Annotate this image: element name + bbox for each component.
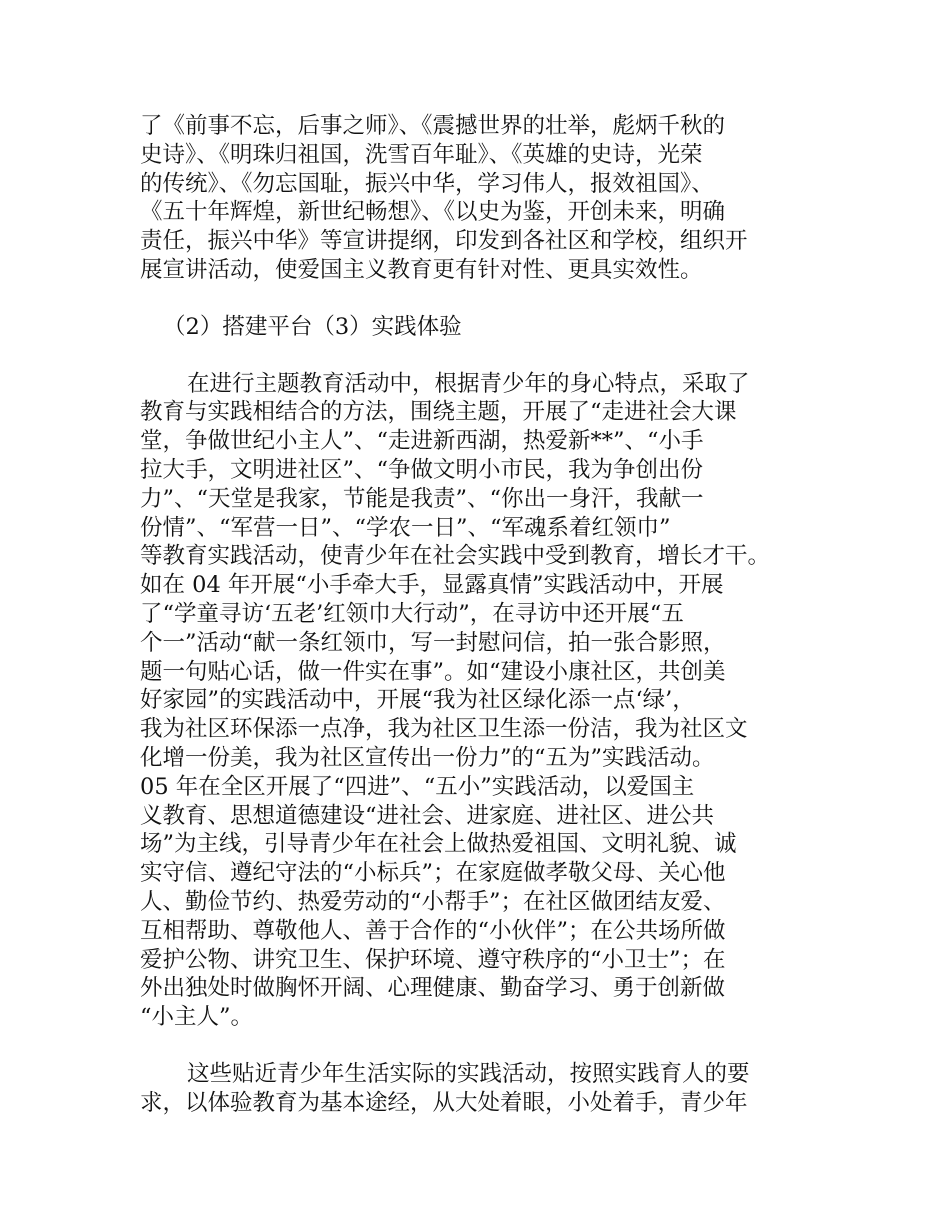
paragraph-gap — [140, 342, 820, 370]
text-line: “小主人”。 — [140, 1004, 254, 1031]
text-line: 我为社区环保添一点净，我为社区卫生添一份洁，我为社区文 — [140, 716, 748, 743]
text-line: 场”为主线，引导青少年在社会上做热爱祖国、文明礼貌、诚 — [140, 831, 737, 858]
text-line: 爱护公物、讲究卫生、保护环境、遵守秩序的“小卫士”；在 — [140, 946, 726, 973]
text-line: 了“学童寻访‘五老’红领巾大行动”，在寻访中还开展“五 — [140, 600, 684, 627]
text-line: 拉大手，文明进社区”、“争做文明小市民，我为争创出份 — [140, 456, 704, 483]
text-line: 这些贴近青少年生活实际的实践活动，按照实践育人的要 — [187, 1060, 750, 1087]
paragraph-closing — [140, 1060, 820, 1118]
paragraph-gap — [140, 285, 820, 313]
text-line: 实守信、遵纪守法的“小标兵”；在家庭做孝敬父母、关心他 — [140, 860, 726, 887]
text-line: 求，以体验教育为基本途经，从大处着眼，小处着手，青少年 — [140, 1089, 748, 1116]
section-heading-text: （2）搭建平台（3）实践体验 — [163, 313, 462, 340]
text-line: 在进行主题教育活动中，根据青少年的身心特点，采取了 — [187, 370, 750, 397]
text-line: 外出独处时做胸怀开阔、心理健康、勤奋学习、勇于创新做 — [140, 975, 726, 1002]
text-line: 展宣讲活动，使爱国主义教育更有针对性、更具实效性。 — [140, 256, 703, 283]
text-line: 力”、“天堂是我家，节能是我责”、“你出一身汗，我献一 — [140, 485, 704, 512]
text-line: 等教育实践活动，使青少年在社会实践中受到教育，增长才干。 — [140, 543, 771, 570]
text-line: 教育与实践相结合的方法，围绕主题，开展了“走进社会大课 — [140, 399, 737, 426]
text-line: 《五十年辉煌，新世纪畅想》、《以史为鉴，开创未来，明确 — [140, 199, 726, 226]
text-line: 05 年在全区开展了“四进”、“五小”实践活动，以爱国主 — [140, 773, 695, 800]
text-line: 化增一份美，我为社区宣传出一份力”的“五为”实践活动。 — [140, 744, 715, 771]
paragraph-gap — [140, 1032, 820, 1060]
text-line: 史诗》、《明珠归祖国，洗雪百年耻》、《英雄的史诗，光荣 — [140, 141, 703, 168]
text-line: 互相帮助、尊敬他人、善于合作的“小伙伴”；在公共场所做 — [140, 917, 726, 944]
text-line: 义教育、思想道德建设“进社会、进家庭、进社区、进公共 — [140, 802, 715, 829]
text-line: 份情”、“军营一日”、“学农一日”、“军魂系着红领巾” — [140, 514, 671, 541]
text-line: 了《前事不忘，后事之师》、《震撼世界的壮举，彪炳千秋的 — [140, 113, 726, 139]
text-line: 人、勤俭节约、热爱劳动的“小帮手”；在社区做团结友爱、 — [140, 888, 726, 915]
text-line: 个一”活动“献一条红领巾，写一封慰问信，拍一张合影照， — [140, 629, 726, 656]
text-line: 的传统》、《勿忘国耻，振兴中华，学习伟人，报效祖国》、 — [140, 170, 714, 197]
section-heading — [140, 313, 820, 342]
text-line: 责任，振兴中华》等宣讲提纲，印发到各社区和学校，组织开 — [140, 228, 748, 255]
paragraph-intro-continuation — [140, 112, 820, 285]
text-line: 如在 04 年开展“小手牵大手，显露真情”实践活动中，开展 — [140, 572, 724, 599]
text-line: 题一句贴心话，做一件实在事”。如“建设小康社区，共创美 — [140, 658, 726, 685]
document-body — [140, 112, 820, 1118]
text-line: 好家园”的实践活动中，开展“我为社区绿化添一点‘绿’， — [140, 687, 695, 714]
paragraph-practice-activities — [140, 370, 820, 1032]
text-line: 堂，争做世纪小主人”、“走进新西湖，热爱新**”、“小手 — [140, 428, 704, 455]
